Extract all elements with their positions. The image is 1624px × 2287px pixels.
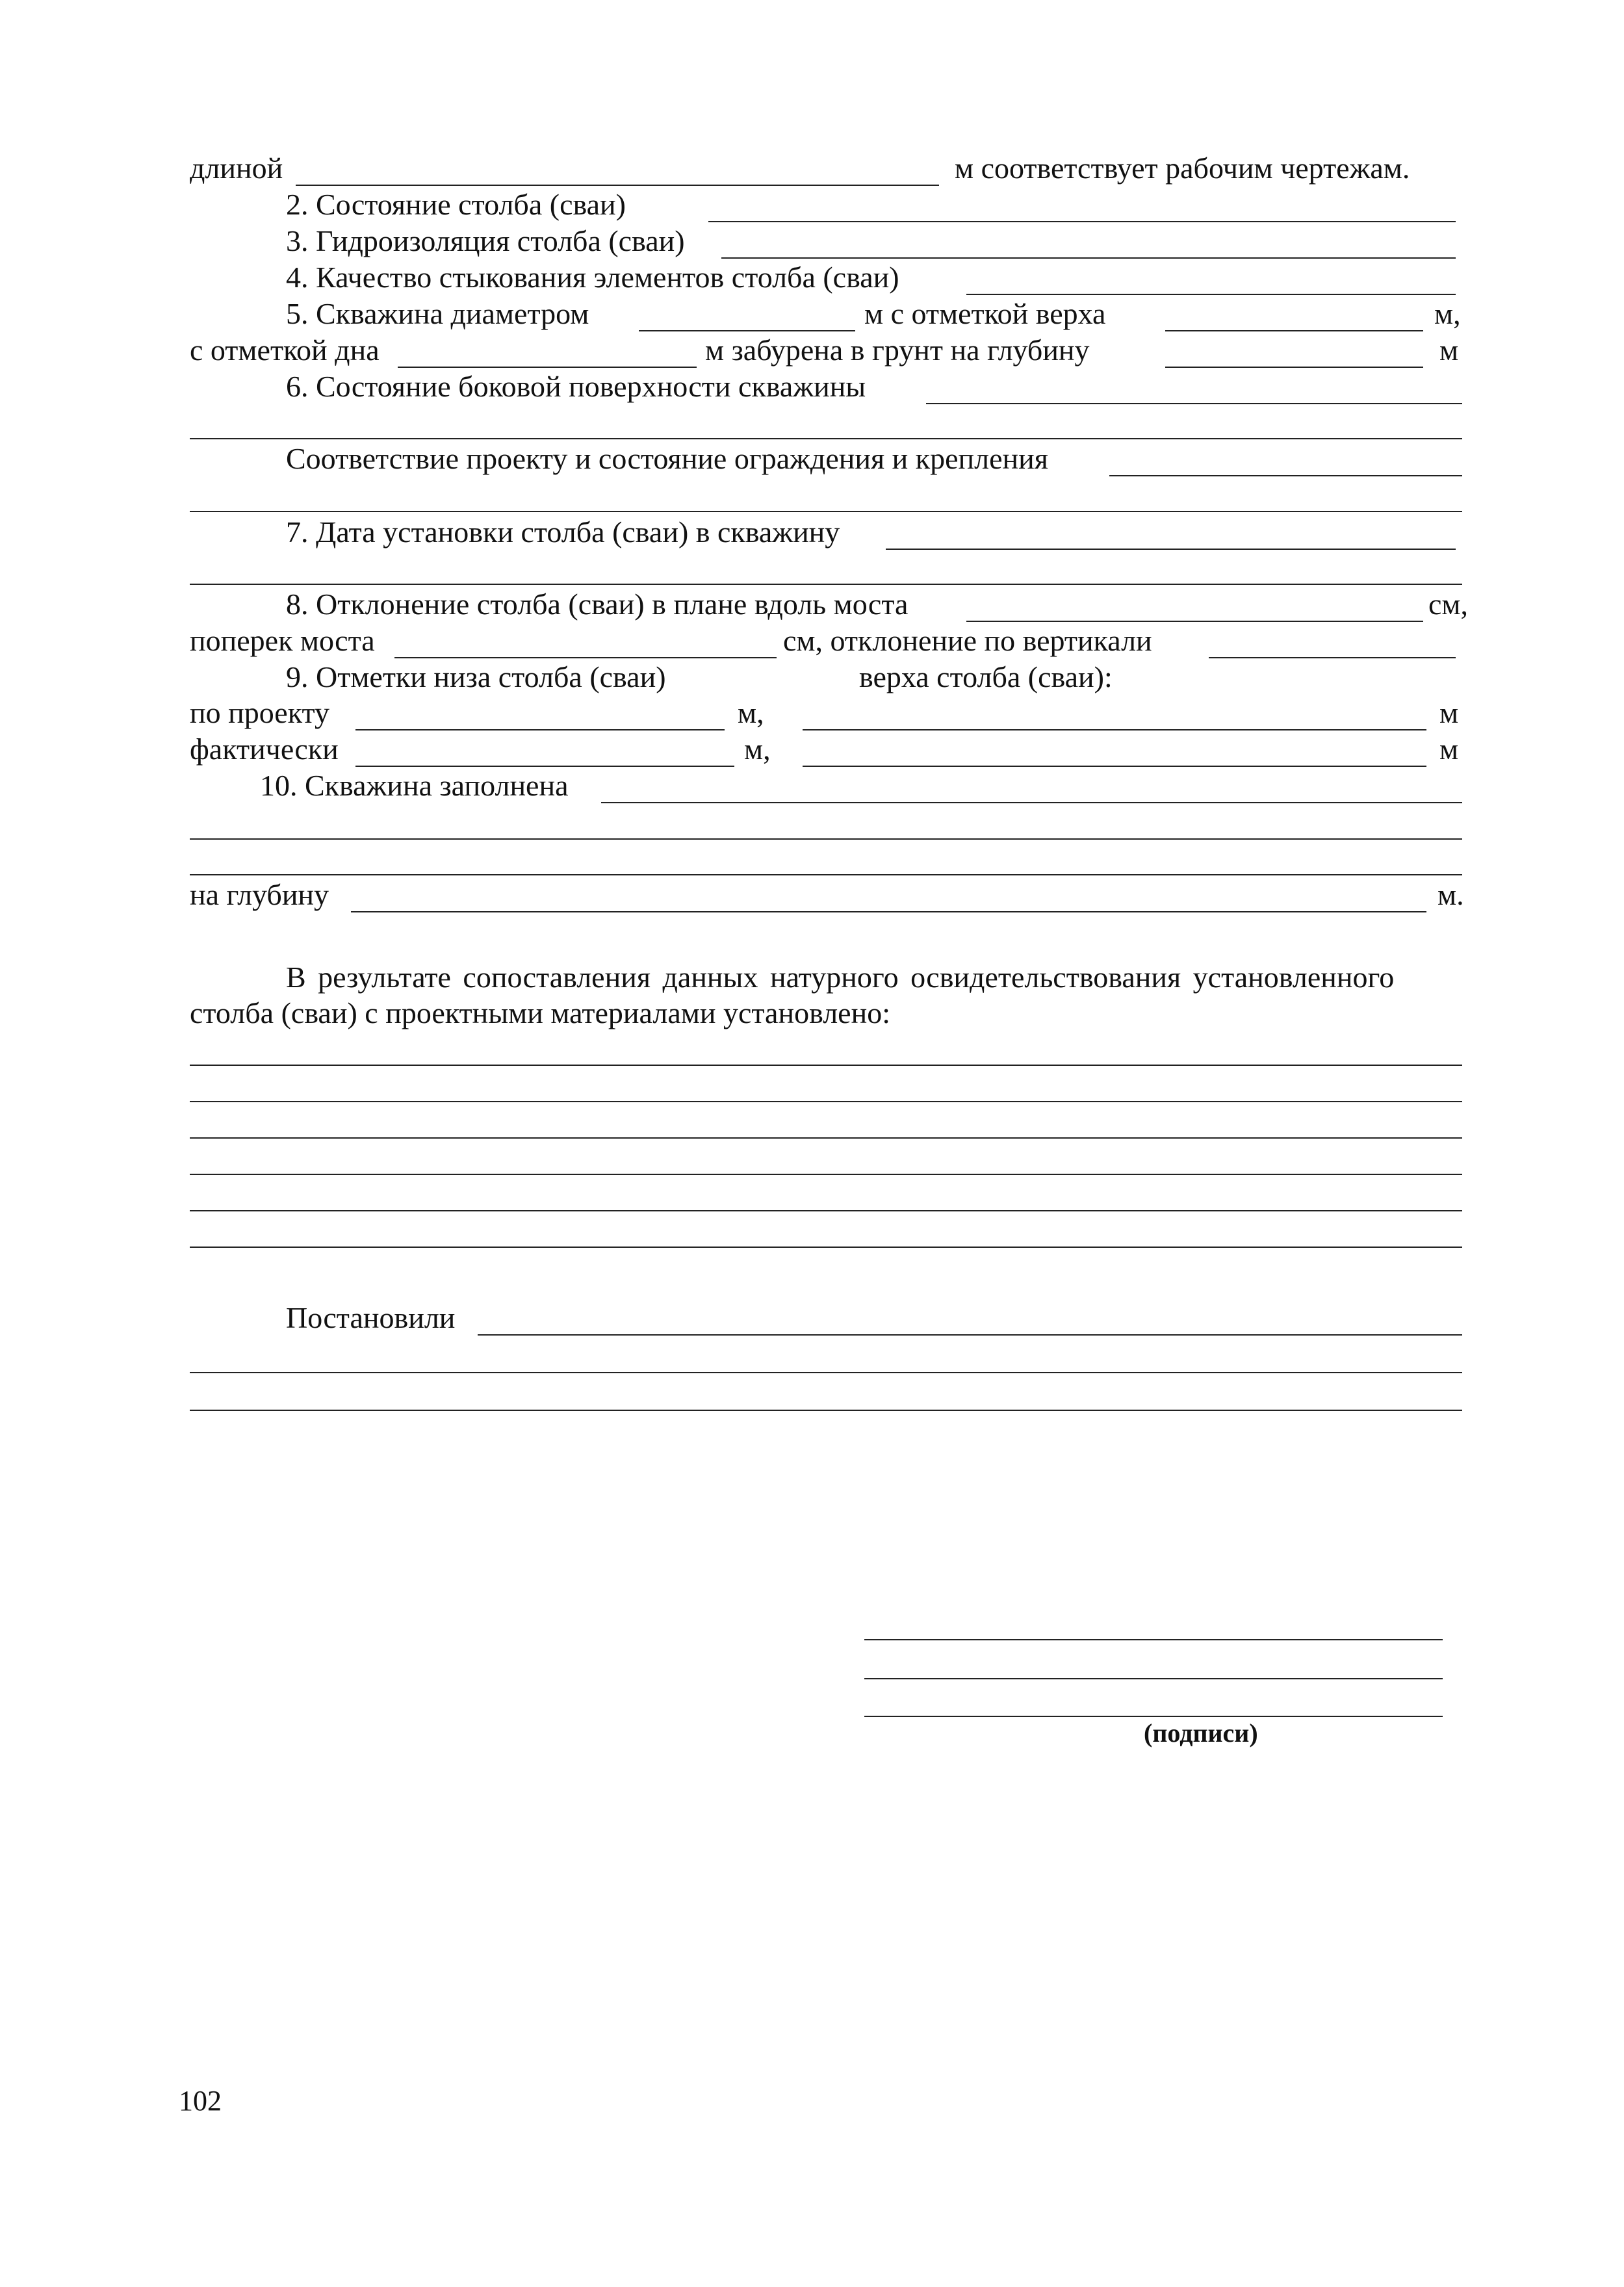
item9-row-design: по проекту	[190, 696, 329, 729]
item9-label-right: верха столба (сваи):	[859, 660, 1113, 693]
resolved-line-3[interactable]	[190, 1410, 1462, 1411]
item8-row2-mid: см, отклонение по вертикали	[783, 624, 1152, 657]
item8-label: 8. Отклонение столба (сваи) в плане вдоль моста	[286, 588, 909, 621]
signature-line-3[interactable]	[864, 1716, 1443, 1717]
result-line-1[interactable]	[190, 1065, 1462, 1066]
item10-depth-label: на глубину	[190, 878, 329, 911]
item6-field-line2[interactable]	[190, 438, 1462, 439]
item10-filled-field[interactable]	[601, 802, 1462, 803]
item9-design-top-unit: м	[1439, 696, 1459, 729]
item5-end: м,	[1434, 297, 1461, 330]
item6-label: 6. Состояние боковой поверхности скважины	[286, 370, 866, 403]
resolved-field[interactable]	[478, 1334, 1462, 1336]
result-text-line1: В результате сопоставления данных натурного освидетельствования установленного	[286, 961, 1395, 994]
item5-row2-mid: м забурена в грунт на глубину	[705, 333, 1090, 367]
item9-design-bottom-field[interactable]	[355, 729, 725, 730]
item2-field[interactable]	[708, 221, 1456, 222]
item9-label-left: 9. Отметки низа столба (сваи)	[286, 660, 666, 693]
item3-field[interactable]	[721, 257, 1456, 259]
result-line-3[interactable]	[190, 1137, 1462, 1139]
item7-label: 7. Дата установки столба (сваи) в скважину	[286, 515, 840, 549]
result-line-5[interactable]	[190, 1210, 1462, 1211]
item5-row2-end: м	[1439, 333, 1459, 367]
result-line-4[interactable]	[190, 1174, 1462, 1175]
resolved-label: Постановили	[286, 1301, 456, 1334]
signatures-caption: (подписи)	[1144, 1718, 1258, 1748]
item7-field-line2[interactable]	[190, 584, 1462, 585]
item6-compliance-field-line2[interactable]	[190, 511, 1462, 512]
item9-actual-top-field[interactable]	[803, 766, 1426, 767]
item5-diameter-field[interactable]	[639, 330, 855, 331]
signature-line-2[interactable]	[864, 1678, 1443, 1679]
item9-actual-bottom-unit: м,	[744, 732, 771, 766]
item8-end: см,	[1428, 588, 1469, 621]
item5-row2-label: с отметкой дна	[190, 333, 380, 367]
item9-actual-top-unit: м	[1439, 732, 1459, 766]
item5-mid: м с отметкой верха	[864, 297, 1106, 330]
item1-label-right: м соответствует рабочим чертежам.	[955, 151, 1410, 185]
item4-field[interactable]	[966, 294, 1456, 295]
item9-design-bottom-unit: м,	[738, 696, 764, 729]
item8-across-bridge-field[interactable]	[394, 657, 777, 658]
item6-compliance-label: Соответствие проекту и состояние ограждения и крепления	[286, 442, 1048, 475]
resolved-line-2[interactable]	[190, 1372, 1462, 1373]
item8-vertical-field[interactable]	[1209, 657, 1456, 658]
item6-compliance-field[interactable]	[1109, 475, 1462, 476]
item2-label: 2. Состояние столба (сваи)	[286, 188, 626, 221]
item9-row-actual: фактически	[190, 732, 339, 766]
item3-label: 3. Гидроизоляция столба (сваи)	[286, 224, 685, 257]
signature-line-1[interactable]	[864, 1639, 1443, 1640]
item10-field-line2[interactable]	[190, 838, 1462, 840]
item7-date-field[interactable]	[886, 549, 1456, 550]
result-text-line2: столба (сваи) с проектными материалами установлено:	[190, 996, 890, 1029]
result-line-6[interactable]	[190, 1247, 1462, 1248]
item4-label: 4. Качество стыкования элементов столба (сваи)	[286, 261, 899, 294]
page-number: 102	[179, 2085, 222, 2117]
item1-label-left: длиной	[190, 151, 283, 185]
item8-along-bridge-field[interactable]	[966, 621, 1423, 622]
item9-design-top-field[interactable]	[803, 729, 1426, 730]
item5-top-mark-field[interactable]	[1165, 330, 1423, 331]
item10-label: 10. Скважина заполнена	[260, 769, 569, 802]
item10-depth-end: м.	[1437, 878, 1464, 911]
item10-depth-field[interactable]	[351, 911, 1426, 912]
item9-actual-bottom-field[interactable]	[355, 766, 734, 767]
item5-depth-field[interactable]	[1165, 367, 1423, 368]
item6-field[interactable]	[926, 403, 1462, 404]
result-line-2[interactable]	[190, 1101, 1462, 1102]
item1-length-field[interactable]	[296, 185, 939, 186]
item10-field-line3[interactable]	[190, 874, 1462, 875]
item8-row2-label: поперек моста	[190, 624, 375, 657]
item5-label: 5. Скважина диаметром	[286, 297, 589, 330]
item5-bottom-mark-field[interactable]	[398, 367, 697, 368]
